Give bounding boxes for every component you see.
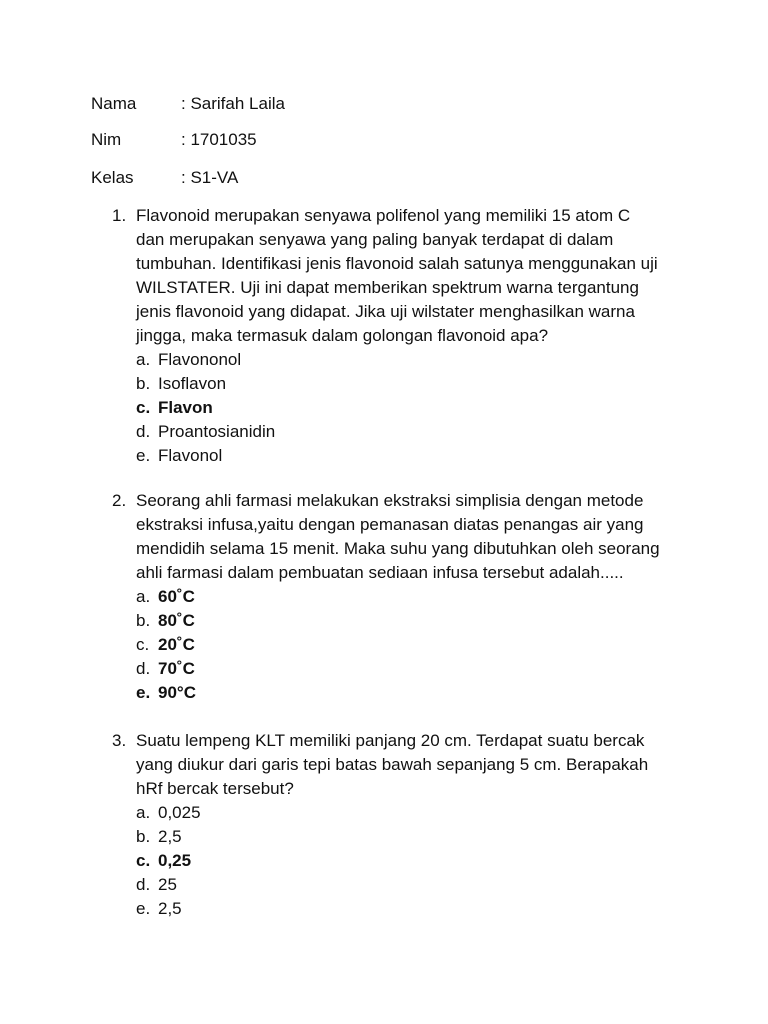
question-line: yang diukur dari garis tepi batas bawah sepanjang 5 cm. Berapakah	[136, 755, 649, 774]
option-letter: e.	[136, 446, 151, 465]
question-line: ahli farmasi dalam pembuatan sediaan infusa tersebut adalah.....	[136, 563, 624, 582]
question-line: mendidih selama 15 menit. Maka suhu yang dibutuhkan oleh seorang	[136, 539, 660, 558]
option-text: Flavonol	[158, 446, 223, 465]
option-text: 60˚C	[158, 587, 195, 606]
nama-label: Nama	[91, 94, 137, 113]
option-c-selected	[136, 396, 676, 420]
option-text: 20˚C	[158, 635, 195, 654]
option-e-selected	[136, 681, 676, 705]
option-text: Isoflavon	[158, 374, 227, 393]
option-d	[136, 657, 676, 681]
option-letter: c.	[136, 635, 150, 654]
option-e	[136, 444, 676, 468]
option-text: 0,025	[158, 803, 201, 822]
option-letter: e.	[136, 683, 151, 702]
nama-value: : Sarifah Laila	[181, 94, 285, 113]
question-line: Seorang ahli farmasi melakukan ekstraksi simplisia dengan metode	[136, 491, 644, 510]
option-text: 2,5	[158, 899, 182, 918]
option-b	[136, 372, 676, 396]
nim-label: Nim	[91, 130, 122, 149]
option-letter: a.	[136, 587, 151, 606]
answer-options	[136, 348, 676, 468]
option-c	[136, 633, 676, 657]
question-line: Flavonoid merupakan senyawa polifenol yang memiliki 15 atom C	[136, 206, 631, 225]
option-letter: b.	[136, 374, 151, 393]
question-line: jenis flavonoid yang didapat. Jika uji wilstater menghasilkan warna	[136, 302, 635, 321]
option-b	[136, 825, 676, 849]
option-a	[136, 801, 676, 825]
option-letter: e.	[136, 899, 151, 918]
question-line: jingga, maka termasuk dalam golongan flavonoid apa?	[136, 326, 549, 345]
question-line: WILSTATER. Uji ini dapat memberikan spektrum warna tergantung	[136, 278, 639, 297]
question-text	[136, 204, 692, 348]
option-text: 90°C	[158, 683, 196, 702]
nim-value: : 1701035	[181, 130, 257, 149]
option-a	[136, 585, 676, 609]
question-line: Suatu lempeng KLT memiliki panjang 20 cm. Terdapat suatu bercak	[136, 731, 645, 750]
option-d	[136, 420, 676, 444]
option-letter: d.	[136, 875, 151, 894]
option-text: Flavononol	[158, 350, 242, 369]
question-line: hRf bercak tersebut?	[136, 779, 294, 798]
option-e	[136, 897, 676, 921]
option-c-selected	[136, 849, 676, 873]
option-letter: c.	[136, 398, 151, 417]
option-text: 80˚C	[158, 611, 195, 630]
question-line: ekstraksi infusa,yaitu dengan pemanasan diatas penangas air yang	[136, 515, 644, 534]
kelas-value: : S1-VA	[181, 168, 239, 187]
question-text	[136, 729, 692, 801]
option-text: Flavon	[158, 398, 213, 417]
option-a	[136, 348, 676, 372]
answer-options	[136, 801, 676, 921]
option-letter: a.	[136, 350, 151, 369]
question-number: 3.	[112, 731, 127, 750]
kelas-label: Kelas	[91, 168, 134, 187]
question-text	[136, 489, 692, 585]
option-d	[136, 873, 676, 897]
option-text: 2,5	[158, 827, 182, 846]
option-letter: d.	[136, 422, 151, 441]
answer-options	[136, 585, 676, 705]
option-letter: a.	[136, 803, 151, 822]
question-number: 1.	[112, 206, 127, 225]
question-line: dan merupakan senyawa yang paling banyak terdapat di dalam	[136, 230, 614, 249]
option-letter: d.	[136, 659, 151, 678]
option-text: 70˚C	[158, 659, 195, 678]
question-line: tumbuhan. Identifikasi jenis flavonoid salah satunya menggunakan uji	[136, 254, 658, 273]
option-text: 0,25	[158, 851, 192, 870]
option-text: 25	[158, 875, 177, 894]
option-letter: c.	[136, 851, 151, 870]
option-letter: b.	[136, 611, 151, 630]
question-number: 2.	[112, 491, 127, 510]
option-b	[136, 609, 676, 633]
option-letter: b.	[136, 827, 151, 846]
option-text: Proantosianidin	[158, 422, 276, 441]
